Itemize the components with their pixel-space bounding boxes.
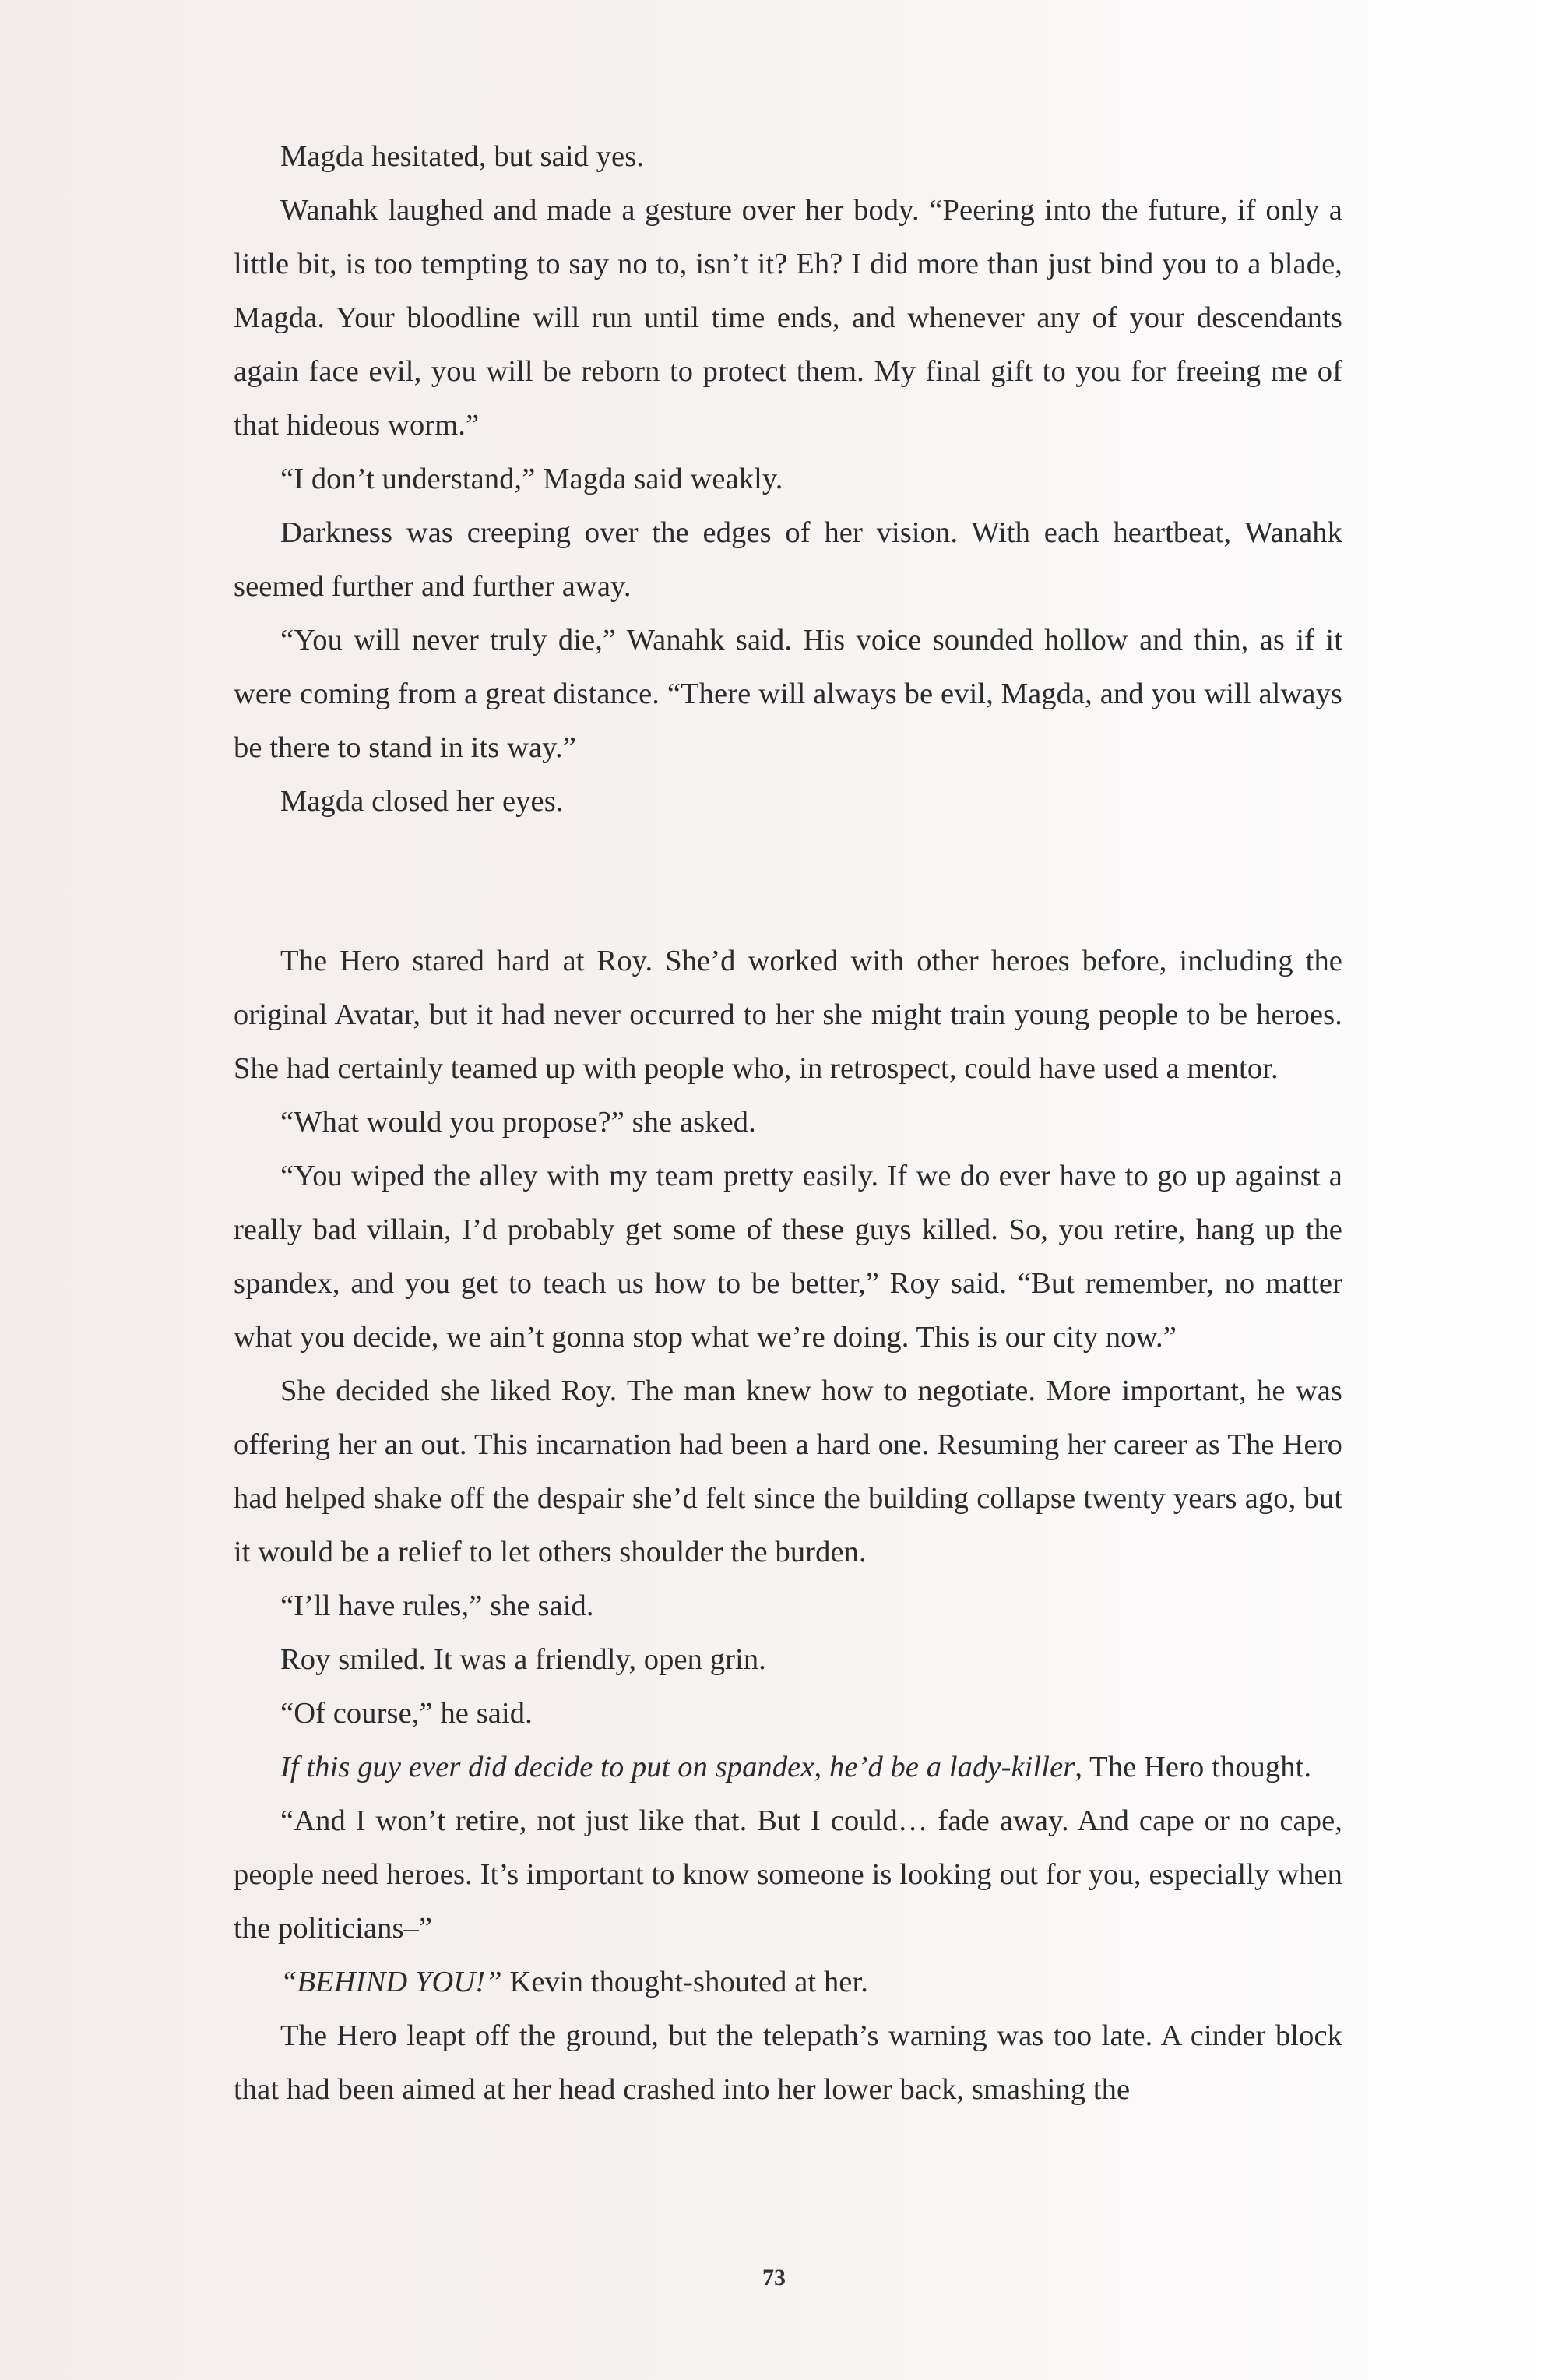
paragraph: Magda closed her eyes. <box>280 785 564 818</box>
paragraph: “What would you propose?” she asked. <box>280 1106 756 1139</box>
paragraph: She decided she liked Roy. The man knew how to negotiate. More important, he was offering her an out. This incarnation had been a hard one. Resuming her career as The Hero had helped shake off the despair she’d felt since the building collapse twenty years ago, but it would be a relief to let others shoulder the burden. <box>234 1375 1342 1568</box>
paragraph: The Hero stared hard at Roy. She’d worked with other heroes before, including the original Avatar, but it had never occurred to her she might train young people to be heroes. She had certainly teamed up with people who, in retrospect, could have used a mentor. <box>234 945 1342 1085</box>
shout-paragraph <box>234 1956 1342 2009</box>
thought-attribution: , The Hero thought. <box>1075 1751 1312 1783</box>
paragraph: Roy smiled. It was a friendly, open grin. <box>280 1643 766 1676</box>
section-hero <box>234 935 1342 2117</box>
paragraph: The Hero leapt off the ground, but the telepath’s warning was too late. A cinder block that had been aimed at her head crashed into her lower back, smashing the <box>234 2019 1342 2106</box>
italic-thought: If this guy ever did decide to put on spandex, he’d be a lady-killer <box>280 1751 1075 1783</box>
page-number: 73 <box>762 2265 786 2290</box>
italic-shout: “BEHIND YOU!” <box>280 1966 502 1998</box>
paragraph: Magda hesitated, but said yes. <box>280 140 645 173</box>
paragraph: “You will never truly die,” Wanahk said. His voice sounded hollow and thin, as if it were coming from a great distance. “There will always be evil, Magda, and you will always be there to stand in its way.” <box>234 624 1342 764</box>
paragraph: “I’ll have rules,” she said. <box>280 1590 594 1622</box>
paragraph: “Of course,” he said. <box>280 1697 533 1730</box>
section-magda <box>234 130 1342 829</box>
paragraph: Wanahk laughed and made a gesture over her body. “Peering into the future, if only a little bit, is too tempting to say no to, isn’t it? Eh? I did more than just bind you to a blade, Magda. Your bloodline will run until time ends, and whenever any of your descendants again face evil, you will be reborn to protect them. My final gift to you for freeing me of that hideous worm.” <box>234 194 1342 442</box>
paragraph: Darkness was creeping over the edges of her vision. With each heartbeat, Wanahk seemed further and further away. <box>234 516 1342 603</box>
paragraph: “You wiped the alley with my team pretty easily. If we do ever have to go up against a really bad villain, I’d probably get some of these guys killed. So, you retire, hang up the spandex, and you get to teach us how to be better,” Roy said. “But remember, no matter what you decide, we ain’t gonna stop what we’re doing. This is our city now.” <box>234 1160 1342 1354</box>
thought-paragraph <box>234 1741 1342 1794</box>
paragraph: “I don’t understand,” Magda said weakly. <box>280 463 783 495</box>
paragraph: “And I won’t retire, not just like that. But I could… fade away. And cape or no cape, people need heroes. It’s important to know someone is looking out for you, especially when the politicians–” <box>234 1804 1342 1945</box>
shout-attribution: Kevin thought-shouted at her. <box>501 1966 868 1998</box>
